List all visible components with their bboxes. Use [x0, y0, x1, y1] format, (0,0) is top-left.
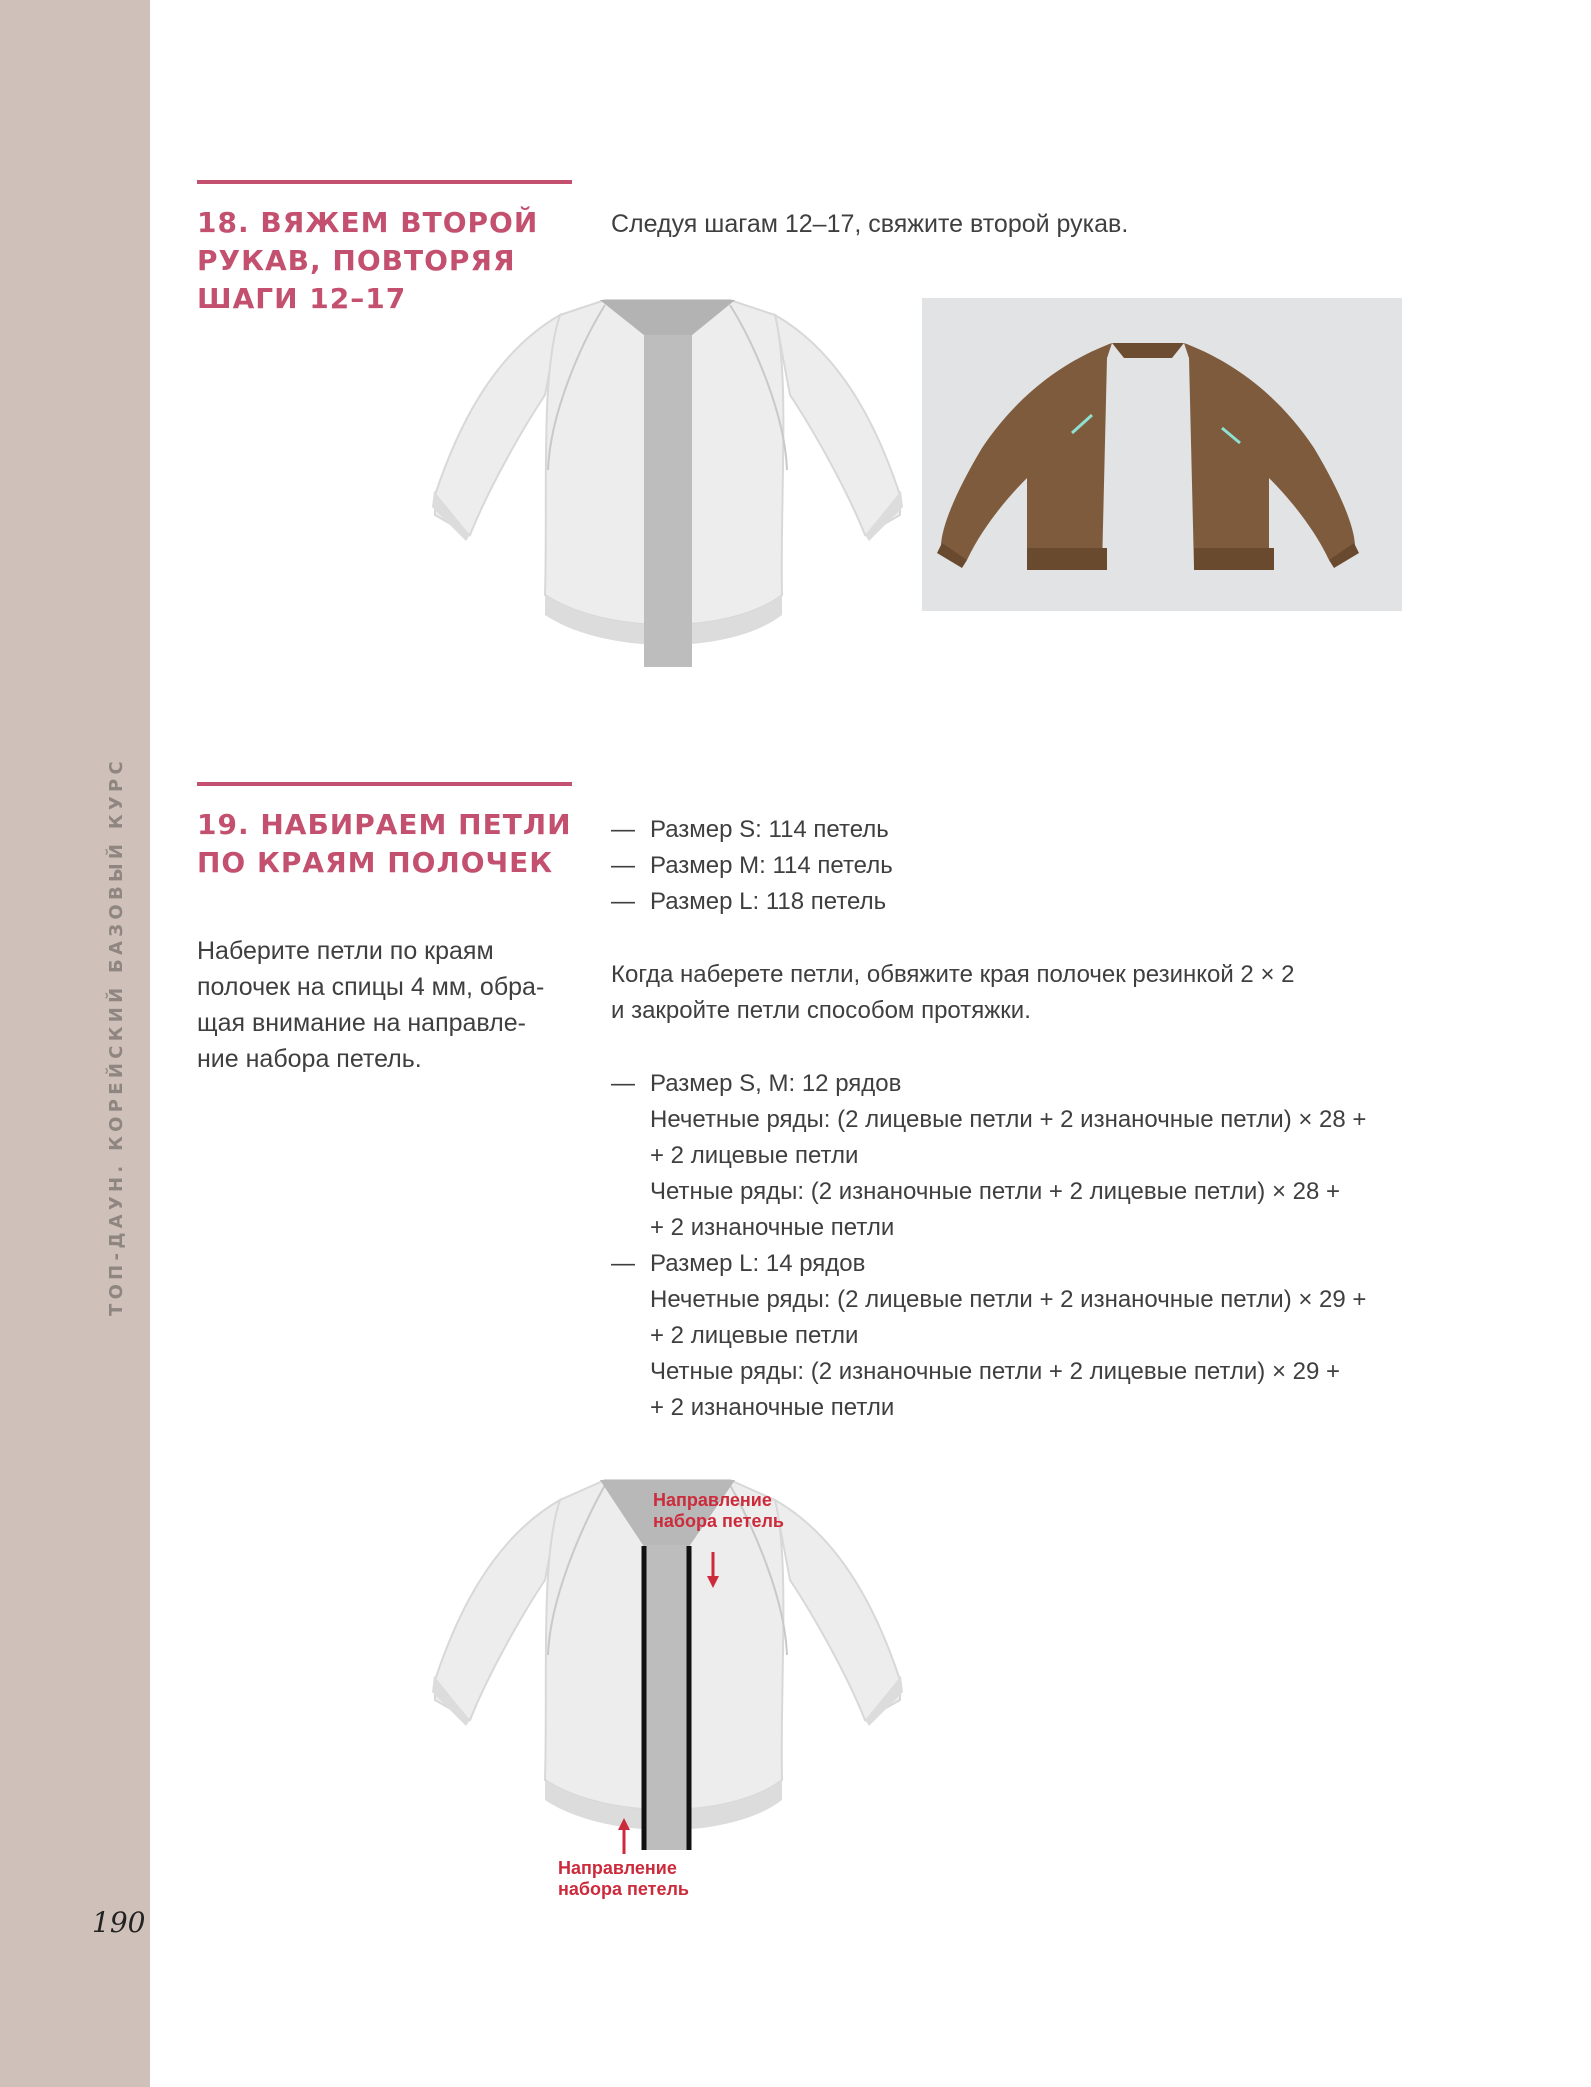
intro-line: щая внимание на направле- [197, 1009, 526, 1037]
step19-title-line: ПО КРАЯМ ПОЛОЧЕК [197, 846, 554, 879]
rows-size-text: Размер S, M: 12 рядов [650, 1070, 902, 1097]
size-text: Размер L: 118 петель [650, 888, 887, 915]
intro-line: Наберите петли по краям [197, 937, 494, 965]
size-item [611, 848, 893, 884]
book-section-title: ТОП-ДАУН. КОРЕЙСКИЙ БАЗОВЫЙ КУРС [106, 756, 127, 1316]
rows-size-text: Размер L: 14 рядов [650, 1250, 866, 1277]
size-item [611, 884, 886, 920]
dash: — [611, 888, 635, 915]
size-text: Размер M: 114 петель [650, 852, 893, 879]
step19-intro [197, 933, 577, 1077]
size-item [611, 812, 889, 848]
dash: — [611, 816, 635, 843]
step18-title-line: 18. ВЯЖЕМ ВТОРОЙ [197, 206, 539, 239]
intro-line: полочек на спицы 4 мм, обра- [197, 973, 545, 1001]
step19-rule [197, 782, 572, 786]
row-line: + 2 изнаночные петли [650, 1214, 895, 1241]
cardigan-sketch-plain [430, 295, 905, 675]
step18-title-line: ШАГИ 12–17 [197, 282, 407, 315]
dash: — [611, 852, 635, 879]
arrow-label-bottom: Направление набора петель [558, 1858, 689, 1899]
page-number: 190 [92, 1906, 146, 1939]
instruction-line: и закройте петли способом протяжки. [611, 997, 1031, 1024]
step18-rule [197, 180, 572, 184]
cardigan-photo [922, 298, 1402, 611]
step18-title-line: РУКАВ, ПОВТОРЯЯ [197, 244, 516, 277]
row-line: + 2 изнаночные петли [650, 1394, 895, 1421]
instruction-line: Когда наберете петли, обвяжите края полочек резинкой 2 × 2 [611, 961, 1295, 988]
sidebar [0, 0, 150, 2087]
intro-line: ние набора петель. [197, 1045, 422, 1073]
size-text: Размер S: 114 петель [650, 816, 889, 843]
dash: — [611, 1250, 635, 1277]
row-line: Четные ряды: (2 изнаночные петли + 2 лицевые петли) × 28 + [650, 1178, 1341, 1205]
arrow-label-top: Направление набора петель [653, 1490, 784, 1531]
step18-text: Следуя шагам 12–17, свяжите второй рукав. [611, 210, 1129, 238]
row-line: Нечетные ряды: (2 лицевые петли + 2 изнаночные петли) × 28 + [650, 1106, 1367, 1133]
row-line: + 2 лицевые петли [650, 1142, 859, 1169]
cardigan-sketch-pickup [430, 1470, 910, 1950]
rows-size-item [611, 1246, 865, 1282]
row-line: + 2 лицевые петли [650, 1322, 859, 1349]
rows-size-item [611, 1066, 901, 1102]
row-line: Нечетные ряды: (2 лицевые петли + 2 изнаночные петли) × 29 + [650, 1286, 1367, 1313]
dash: — [611, 1070, 635, 1097]
step19-title [197, 806, 572, 882]
row-line: Четные ряды: (2 изнаночные петли + 2 лицевые петли) × 29 + [650, 1358, 1341, 1385]
step19-title-line: 19. НАБИРАЕМ ПЕТЛИ [197, 808, 572, 841]
